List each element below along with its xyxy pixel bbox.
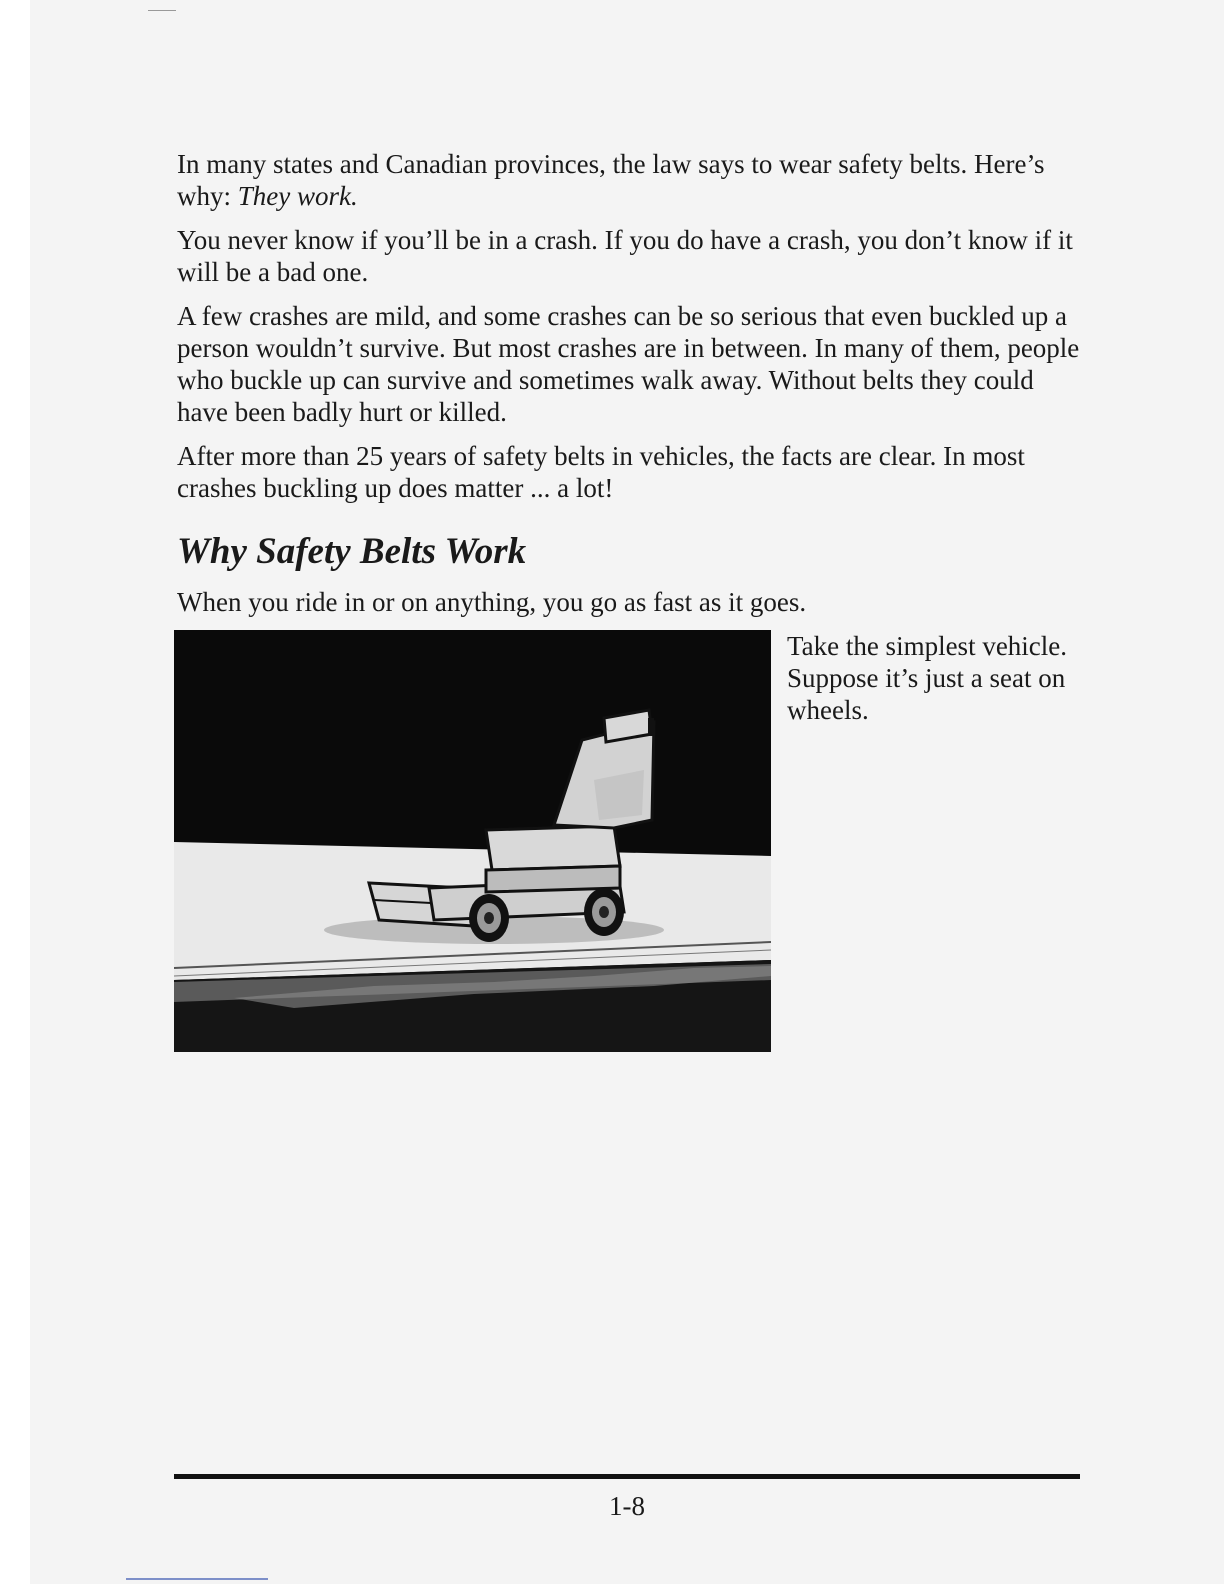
scan-mark — [148, 10, 176, 11]
seat-cushion — [486, 826, 620, 870]
scan-mark-bottom — [126, 1578, 268, 1580]
figure-row — [177, 630, 1087, 1060]
intro-paragraph-3: A few crashes are mild, and some crashes can be so serious that even buckled up a person wouldn’t survive. But most crashes are in between. In many of them, people who buckle up can survive and sometimes walk away. Without belts they could have been badly hurt or killed. — [177, 301, 1080, 427]
footer-rule — [174, 1474, 1080, 1479]
wheel-front-left — [469, 894, 509, 942]
page-number: 1-8 — [609, 1491, 645, 1521]
wheel-rear-right — [584, 888, 624, 936]
page-content — [177, 148, 1087, 1060]
section-heading: Why Safety Belts Work — [177, 531, 527, 572]
intro-paragraph-4: After more than 25 years of safety belts in vehicles, the facts are clear. In most crashes buckling up does matter ... a lot! — [177, 441, 1025, 503]
figure-caption: Take the simplest vehicle. Suppose it’s just a seat on wheels. — [787, 631, 1068, 725]
illustration-svg — [174, 630, 771, 1052]
intro-paragraph-2: You never know if you’ll be in a crash. If you do have a crash, you don’t know if it will be a bad one. — [177, 225, 1073, 287]
seat-on-wheels-illustration — [174, 630, 771, 1052]
emphasis-they-work: They work. — [237, 181, 358, 211]
section-lead-paragraph: When you ride in or on anything, you go as fast as it goes. — [177, 587, 807, 617]
intro-paragraph-1: In many states and Canadian provinces, the law says to wear safety belts. Here’s why: They work. — [177, 149, 1045, 211]
